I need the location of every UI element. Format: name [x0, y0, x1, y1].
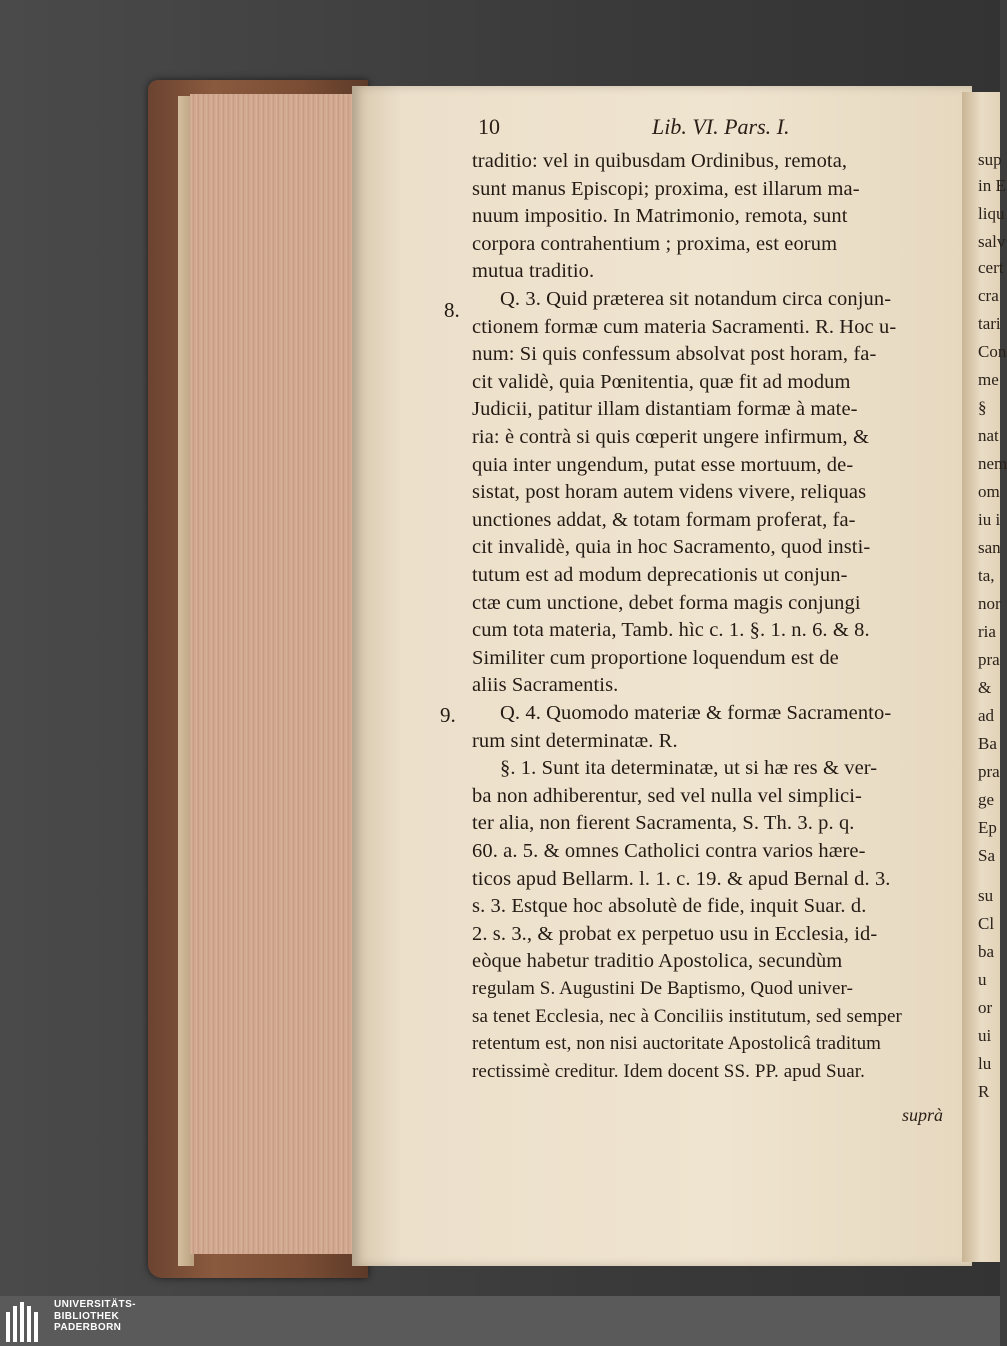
facing-page-fragment: tari: [978, 314, 1001, 333]
facing-page-fragment: liqu: [978, 204, 1005, 223]
facing-page-fragment: om: [978, 482, 1000, 501]
text-line: corpora contrahentium ; proxima, est eorum: [472, 232, 838, 255]
facing-page-fragment: or: [978, 998, 993, 1017]
margin-number-8: 8.: [444, 298, 460, 322]
facing-page-fragment: me: [978, 370, 999, 389]
facing-page-fragment: ria: [978, 622, 996, 641]
facing-page-fragment: cra: [978, 286, 999, 305]
library-logo-icon: [6, 1300, 46, 1342]
text-line: quia inter ungendum, putat esse mortuum, de-: [472, 453, 854, 476]
facing-page-fragment: ta,: [978, 566, 995, 585]
library-logo-text: [54, 1299, 136, 1334]
logo-line-1: UNIVERSITÄTS-: [54, 1299, 136, 1310]
logo-line-3: PADERBORN: [54, 1322, 122, 1333]
text-line: cit invalidè, quia in hoc Sacramento, quod insti-: [472, 536, 871, 559]
facing-page-fragment: sup: [978, 150, 1002, 169]
facing-page-edge: [962, 92, 1007, 1262]
facing-page-fragment: san: [978, 538, 1001, 557]
facing-page-fragment: R: [978, 1082, 990, 1101]
text-line: mutua traditio.: [472, 260, 595, 283]
catchword: suprà: [902, 1105, 944, 1125]
logo-line-2: BIBLIOTHEK: [54, 1310, 120, 1322]
text-line: num: Si quis confessum absolvat post horam, fa-: [472, 343, 877, 366]
facing-page-fragment: &: [978, 678, 992, 697]
facing-page-fragment: iu i: [978, 510, 1001, 529]
page-edges: [190, 94, 362, 1254]
text-line: rum sint determinatæ. R.: [472, 729, 678, 752]
text-line: cum tota materia, Tamb. hìc c. 1. §. 1. n. 6. & 8.: [472, 619, 870, 642]
facing-page-fragment: salv: [978, 232, 1006, 251]
text-line: sa tenet Ecclesia, nec à Conciliis institutum, sed semper: [472, 1005, 902, 1027]
text-line: traditio: vel in quibusdam Ordinibus, remota,: [472, 150, 848, 172]
text-line: ctæ cum unctione, debet forma magis conjungi: [472, 591, 861, 614]
text-line: ba non adhiberentur, sed vel nulla vel simplici-: [472, 784, 862, 807]
text-line: ria: è contrà si quis cœperit ungere infirmum, &: [472, 426, 870, 448]
facing-page-fragment: Sa: [978, 846, 995, 865]
facing-page-fragment: nat: [978, 426, 999, 445]
facing-page-fragment: ui: [978, 1026, 992, 1045]
text-line: sunt manus Episcopi; proxima, est illarum ma-: [472, 177, 860, 200]
text-line: tutum est ad modum deprecationis ut conjun-: [472, 564, 848, 586]
facing-page-fragment: u: [978, 970, 987, 989]
footer-bar: [0, 1296, 1000, 1346]
text-line: Q. 4. Quomodo materiæ & formæ Sacramento-: [500, 702, 892, 724]
facing-page-fragment: su: [978, 886, 994, 905]
facing-page-fragment: lu: [978, 1054, 992, 1073]
page-number: 10: [478, 114, 500, 139]
margin-number-9: 9.: [440, 703, 456, 727]
text-line: 60. a. 5. & omnes Catholici contra varios hære-: [472, 840, 866, 862]
text-line: nuum impositio. In Matrimonio, remota, sunt: [472, 205, 848, 228]
facing-page-fragment: Con: [978, 342, 1007, 361]
text-line: s. 3. Estque hoc absolutè de fide, inquit Suar. d.: [472, 895, 867, 918]
facing-page-fragment: nor: [978, 594, 1001, 613]
facing-page-fragment: Cl: [978, 914, 995, 933]
text-line: cit validè, quia Pœnitentia, quæ fit ad modum: [472, 370, 851, 393]
text-line: eòque habetur traditio Apostolica, secundùm: [472, 950, 843, 973]
text-line: ticos apud Bellarm. l. 1. c. 19. & apud Bernal d. 3.: [472, 867, 891, 890]
text-line: aliis Sacramentis.: [472, 674, 619, 697]
facing-page-fragment: Ep: [978, 818, 997, 837]
text-line: retentum est, non nisi auctoritate Apostolicâ traditum: [472, 1033, 882, 1055]
text-line: Q. 3. Quid præterea sit notandum circa conjun-: [500, 288, 892, 310]
page-header: [472, 114, 950, 144]
text-line: 2. s. 3., & probat ex perpetuo usu in Ecclesia, id-: [472, 922, 878, 945]
text-line: ctionem formæ cum materia Sacramenti. R. Hoc u-: [472, 315, 897, 338]
text-line: ter alia, non fierent Sacramenta, S. Th. 3. p. q.: [472, 812, 855, 835]
text-line: §. 1. Sunt ita determinatæ, ut si hæ res & ver-: [500, 757, 878, 780]
facing-page-fragment: Ba: [978, 734, 997, 753]
text-line: Similiter cum proportione loquendum est de: [472, 646, 839, 669]
running-head: Lib. VI. Pars. I.: [652, 114, 790, 139]
facing-page-fragment: cert: [978, 258, 1004, 277]
text-line: regulam S. Augustini De Baptismo, Quod univer-: [472, 978, 854, 999]
text-line: rectissimè creditur. Idem docent SS. PP. apud Suar.: [472, 1060, 865, 1082]
facing-page-fragment: in E: [978, 176, 1006, 195]
facing-page-fragment: pra: [978, 650, 1000, 669]
facing-page-fragment: ad: [978, 706, 995, 725]
facing-page-fragment: pra: [978, 762, 1000, 781]
facing-page-fragment: ge: [978, 790, 995, 809]
text-line: Judicii, patitur illam distantiam formæ à mate-: [472, 398, 858, 421]
facing-page-fragment: nem: [978, 454, 1007, 473]
text-line: sistat, post horam autem videns vivere, reliquas: [472, 481, 867, 504]
text-line: unctiones addat, & totam formam proferat, fa-: [472, 508, 856, 531]
facing-page-fragment: §: [978, 398, 987, 417]
facing-page-fragment: ba: [978, 942, 995, 961]
